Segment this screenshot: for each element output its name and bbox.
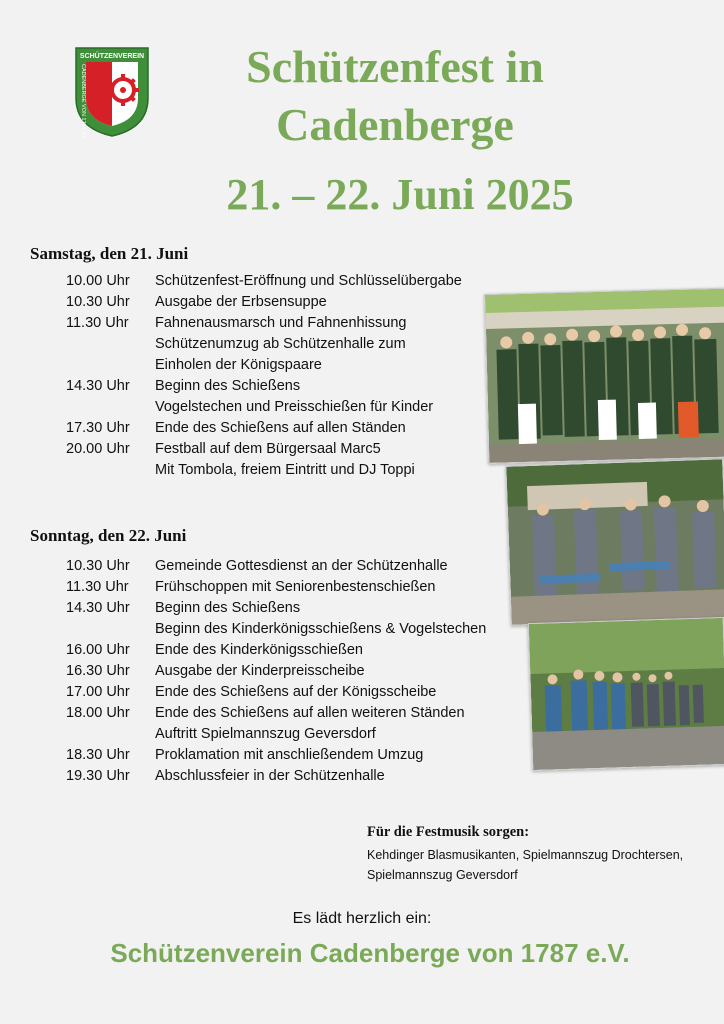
sunday-heading: Sonntag, den 22. Juni — [30, 526, 187, 545]
music-bands-line-1: Kehdinger Blasmusikanten, Spielmannszug Drochtersen, — [367, 848, 684, 862]
sunday-schedule — [66, 556, 486, 787]
schedule-time: 20.00 Uhr — [66, 441, 130, 457]
schedule-row — [66, 292, 462, 313]
schedule-row — [66, 313, 462, 334]
schedule-time: 14.30 Uhr — [66, 600, 130, 616]
invite-text: Es lädt herzlich ein: — [292, 910, 432, 927]
schedule-time: 16.00 Uhr — [66, 642, 130, 658]
schedule-description: Abschlussfeier in der Schützenhalle — [155, 768, 385, 784]
title-line-1: Schützenfest in — [246, 41, 544, 92]
schedule-row — [66, 766, 486, 787]
schedule-description: Beginn des Schießens — [155, 600, 301, 616]
schedule-row — [66, 577, 486, 598]
title-line-2: Cadenberge — [276, 99, 514, 150]
schedule-time: 10.00 Uhr — [66, 273, 130, 289]
schedule-description: Ausgabe der Kinderpreisscheibe — [155, 663, 365, 679]
saturday-schedule — [66, 271, 462, 481]
schedule-description: Ausgabe der Erbsensuppe — [155, 294, 327, 310]
club-logo — [74, 46, 150, 138]
schedule-row — [66, 334, 462, 355]
event-dates: 21. – 22. Juni 2025 — [226, 170, 574, 219]
schedule-description: Ende des Kinderkönigsschießen — [155, 642, 363, 658]
schedule-description: Einholen der Königspaare — [155, 357, 322, 373]
schedule-description: Schützenumzug ab Schützenhalle zum — [155, 336, 406, 352]
schedule-time: 18.30 Uhr — [66, 747, 130, 763]
schedule-row — [66, 682, 486, 703]
schedule-description: Ende des Schießens auf der Königsscheibe — [155, 684, 437, 700]
photo-group-kings — [484, 288, 724, 464]
club-name: Schützenverein Cadenberge von 1787 e.V. — [110, 938, 630, 968]
schedule-time: 10.30 Uhr — [66, 294, 130, 310]
schedule-row — [66, 556, 486, 577]
schedule-description: Mit Tombola, freiem Eintritt und DJ Toppi — [155, 462, 415, 478]
schedule-row — [66, 355, 462, 376]
schedule-row — [66, 418, 462, 439]
schedule-description: Fahnenausmarsch und Fahnenhissung — [155, 315, 407, 331]
music-bands-line-2: Spielmannszug Geversdorf — [367, 868, 518, 882]
schedule-description: Gemeinde Gottesdienst an der Schützenhalle — [155, 558, 448, 574]
music-heading: Für die Festmusik sorgen: — [367, 824, 530, 840]
photo-parade — [528, 617, 724, 771]
schedule-description: Festball auf dem Bürgersaal Marc5 — [155, 441, 381, 457]
schedule-description: Vogelstechen und Preisschießen für Kinder — [155, 399, 434, 415]
schedule-description: Ende des Schießens auf allen Ständen — [155, 420, 406, 436]
schedule-description: Schützenfest-Eröffnung und Schlüsselübergabe — [155, 273, 462, 289]
schedule-row — [66, 376, 462, 397]
schedule-row — [66, 640, 486, 661]
schedule-time: 16.30 Uhr — [66, 663, 130, 679]
schedule-row — [66, 703, 486, 724]
schedule-time: 11.30 Uhr — [66, 579, 129, 595]
schedule-time: 10.30 Uhr — [66, 558, 130, 574]
schedule-description: Proklamation mit anschließendem Umzug — [155, 747, 424, 763]
schedule-description: Frühschoppen mit Seniorenbestenschießen — [155, 579, 436, 595]
saturday-heading: Samstag, den 21. Juni — [30, 244, 189, 263]
schedule-description: Beginn des Kinderkönigsschießens & Vogelstechen — [155, 621, 487, 637]
schedule-row — [66, 460, 462, 481]
schedule-row — [66, 661, 486, 682]
schedule-time: 17.00 Uhr — [66, 684, 130, 700]
schedule-row — [66, 439, 462, 460]
schedule-time: 17.30 Uhr — [66, 420, 130, 436]
music-bands — [367, 845, 724, 885]
photo-table-award — [505, 458, 724, 626]
schedule-description: Auftritt Spielmannszug Geversdorf — [155, 726, 376, 742]
schedule-row — [66, 745, 486, 766]
schedule-description: Ende des Schießens auf allen weiteren Ständen — [155, 705, 465, 721]
schedule-row — [66, 724, 486, 745]
logo-side-text: CADENBERGE VON 1787 e.V. — [80, 64, 86, 138]
schedule-time: 11.30 Uhr — [66, 315, 129, 331]
schedule-row — [66, 271, 462, 292]
schedule-time: 18.00 Uhr — [66, 705, 130, 721]
logo-top-text: SCHÜTZENVEREIN — [79, 53, 145, 60]
schedule-time: 19.30 Uhr — [66, 768, 130, 784]
schedule-row — [66, 598, 486, 619]
schedule-description: Beginn des Schießens — [155, 378, 301, 394]
schedule-time: 14.30 Uhr — [66, 378, 130, 394]
schedule-row — [66, 397, 462, 418]
schedule-row — [66, 619, 486, 640]
